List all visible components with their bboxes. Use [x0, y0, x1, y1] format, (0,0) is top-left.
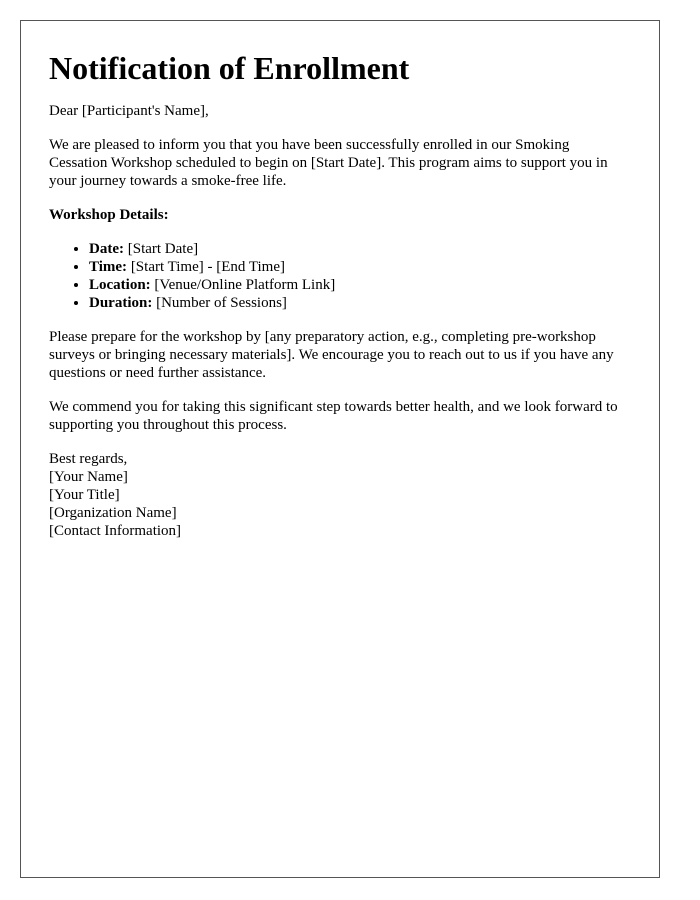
- letter-title: Notification of Enrollment: [49, 50, 410, 86]
- detail-label: Duration:: [89, 295, 153, 311]
- detail-label: Time:: [89, 259, 128, 275]
- intro-paragraph: We are pleased to inform you that you have been successfully enrolled in our Smoking Cessation Workshop scheduled to begin on [Start Date]. This program aims to support you in your journey towards a smoke-free life.: [49, 137, 608, 189]
- detail-item-duration: [89, 294, 631, 312]
- letter-page: [20, 20, 660, 878]
- detail-value: [Start Date]: [123, 241, 199, 257]
- signature-name: [Your Name]: [49, 469, 128, 485]
- details-heading: Workshop Details:: [49, 207, 169, 223]
- detail-item-time: [89, 258, 631, 276]
- detail-value: [Start Time] - [End Time]: [127, 259, 285, 275]
- details-list: [49, 240, 631, 312]
- detail-label: Location:: [89, 277, 151, 293]
- detail-value: [Venue/Online Platform Link]: [150, 277, 336, 293]
- preparation-paragraph: Please prepare for the workshop by [any preparatory action, e.g., completing pre-workshop surveys or bringing necessary materials]. We encourage you to reach out to us if you have any questions or need further assistance.: [49, 329, 614, 381]
- detail-value: [Number of Sessions]: [152, 295, 287, 311]
- signature-organization: [Organization Name]: [49, 505, 177, 521]
- salutation: Dear [Participant's Name],: [49, 103, 209, 119]
- signature-title: [Your Title]: [49, 487, 120, 503]
- signature-closing: Best regards,: [49, 451, 128, 467]
- signature-contact: [Contact Information]: [49, 523, 182, 539]
- detail-label: Date:: [89, 241, 124, 257]
- detail-item-location: [89, 276, 631, 294]
- detail-item-date: [89, 240, 631, 258]
- letter-content: [21, 21, 659, 540]
- closing-paragraph: We commend you for taking this significant step towards better health, and we look forward to supporting you throughout this process.: [49, 399, 618, 433]
- signature-block: [49, 450, 631, 540]
